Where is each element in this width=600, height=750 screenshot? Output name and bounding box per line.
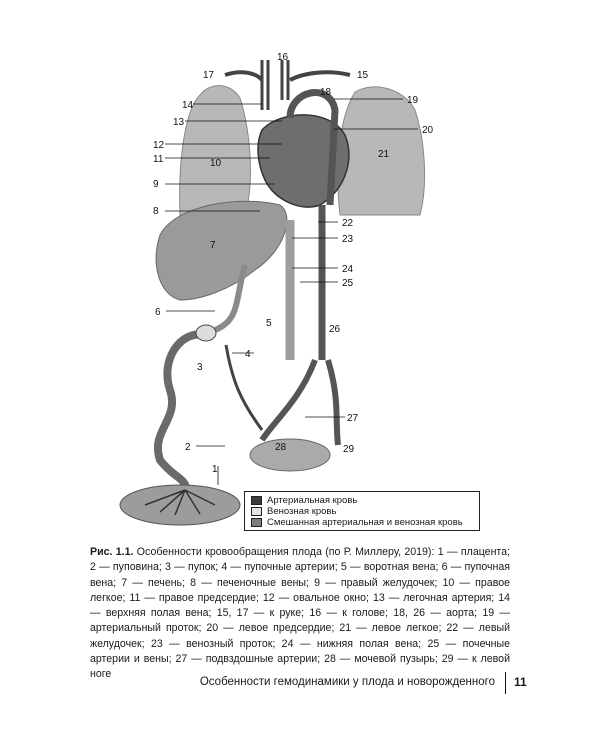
label-15: 15 <box>357 70 369 81</box>
label-5: 5 <box>266 318 272 329</box>
umbilical-cord <box>158 334 205 495</box>
legend-label-mixed: Смешанная артериальная и венозная кровь <box>267 517 463 528</box>
label-7: 7 <box>210 240 216 251</box>
label-16: 16 <box>277 52 289 63</box>
arm-vessel-right <box>225 72 262 80</box>
running-title: Особенности гемодинамики у плода и новорожденного <box>199 676 495 688</box>
arm-vessel-left <box>290 72 350 80</box>
label-20: 20 <box>422 125 434 136</box>
label-14: 14 <box>182 100 194 111</box>
label-9: 9 <box>153 179 159 190</box>
label-10: 10 <box>210 158 222 169</box>
label-25: 25 <box>342 278 354 289</box>
placenta <box>120 485 240 525</box>
page-number: 11 <box>514 675 527 689</box>
legend-swatch-mixed <box>251 518 262 527</box>
label-27: 27 <box>347 413 359 424</box>
page-footer <box>0 668 600 698</box>
head-vessels <box>262 60 288 110</box>
legend-item-mixed <box>251 517 473 528</box>
label-12: 12 <box>153 140 165 151</box>
legend-label-venous: Венозная кровь <box>267 506 337 517</box>
label-19: 19 <box>407 95 419 106</box>
umbilical-arteries <box>226 345 262 430</box>
label-8: 8 <box>153 206 159 217</box>
iliac-arteries <box>262 360 338 445</box>
legend-swatch-venous <box>251 507 262 516</box>
label-4: 4 <box>245 349 251 360</box>
legend-item-venous <box>251 506 473 517</box>
label-26: 26 <box>329 324 341 335</box>
label-28: 28 <box>275 442 287 453</box>
label-6: 6 <box>155 307 161 318</box>
caption-text: Особенности кровообращения плода (по Р. Миллеру, 2019): 1 — плацента; 2 — пуповина; 3 — пупок; 4 — пупочные артерии; 5 — воротная вена; 6 — пупочная вена; 7 — печень; 8 — печеночные вены; 9 — правый желудочек; 10 — правое легкое; 11 — правое предсердие; 12 — овальное окно; 13 — легочная артерия; 14 — верхняя полая вена; 15, 17 — к руке; 16 — к голове; 18, 26 — аорта; 19 — артериальный проток; 20 — левое предсердие; 21 — левое легкое; 22 — левый желудочек; 23 — венозный проток; 24 — нижняя полая вена; 25 — почечные артерии и вены; 27 — подвздошные артерии; 28 — мочевой пузырь; 29 — к левой ноге <box>90 546 510 681</box>
legend-label-arterial: Артериальная кровь <box>267 495 358 506</box>
liver <box>156 201 287 300</box>
label-2: 2 <box>185 442 191 453</box>
legend <box>244 491 480 531</box>
bladder <box>250 439 330 471</box>
label-29: 29 <box>343 444 355 455</box>
label-17: 17 <box>203 70 215 81</box>
label-21: 21 <box>378 149 390 160</box>
label-22: 22 <box>342 218 354 229</box>
figure-caption <box>90 545 510 683</box>
label-11: 11 <box>153 154 164 165</box>
label-23: 23 <box>342 234 354 245</box>
legend-item-arterial <box>251 495 473 506</box>
legend-swatch-arterial <box>251 496 262 505</box>
label-13: 13 <box>173 117 185 128</box>
footer-divider <box>505 672 506 694</box>
label-24: 24 <box>342 264 354 275</box>
label-1: 1 <box>212 464 218 475</box>
label-3: 3 <box>197 362 203 373</box>
navel <box>196 325 216 341</box>
label-18: 18 <box>320 87 332 98</box>
caption-title: Рис. 1.1. <box>90 546 134 558</box>
